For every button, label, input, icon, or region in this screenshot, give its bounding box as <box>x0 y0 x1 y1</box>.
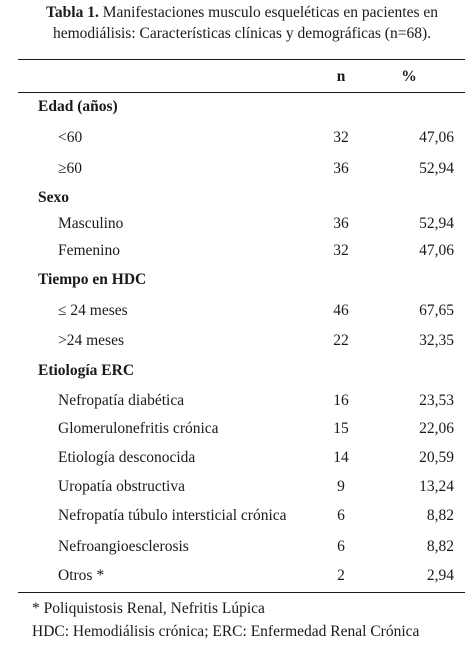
row-percent: 8,82 <box>426 507 454 524</box>
row-n: 15 <box>333 420 349 437</box>
row-n: 22 <box>333 332 349 349</box>
row-n: 32 <box>333 129 349 146</box>
column-header-n: n <box>336 68 346 85</box>
row-percent: 47,06 <box>419 129 454 146</box>
row-label: Etiología desconocida <box>58 449 196 466</box>
row-n: 36 <box>333 160 349 177</box>
row-n: 6 <box>337 538 345 555</box>
row-label: ≥60 <box>58 160 83 177</box>
row-n: 2 <box>337 567 345 584</box>
row-label: >24 meses <box>58 332 124 349</box>
row-percent: 52,94 <box>419 160 454 177</box>
section-title-tiempo-hdc: Tiempo en HDC <box>38 271 147 288</box>
row-n: 46 <box>333 302 349 319</box>
row-label: Nefropatía túbulo intersticial crónica <box>58 507 287 524</box>
section-title-edad: Edad (años) <box>38 98 118 115</box>
row-percent: 52,94 <box>419 215 454 232</box>
row-n: 14 <box>333 449 349 466</box>
row-n: 16 <box>333 392 349 409</box>
row-percent: 23,53 <box>419 392 454 409</box>
section-title-sexo: Sexo <box>38 189 69 206</box>
row-percent: 8,82 <box>426 538 454 555</box>
table-title: Manifestaciones musculo esqueléticas en pacientes en hemodiálisis: Características clínicas y demográficas (n=68). <box>52 4 438 42</box>
table-label: Tabla 1. <box>46 4 99 21</box>
row-label: Otros * <box>58 567 105 584</box>
row-n: 6 <box>337 507 345 524</box>
footnote-asterisk: * Poliquistosis Renal, Nefritis Lúpica <box>32 600 265 617</box>
bottom-rule <box>18 592 465 593</box>
row-n: 36 <box>333 215 349 232</box>
top-rule <box>18 59 465 60</box>
row-percent: 20,59 <box>419 449 454 466</box>
row-percent: 22,06 <box>419 420 454 437</box>
table-caption <box>18 2 466 44</box>
row-label: Masculino <box>58 215 124 232</box>
row-percent: 2,94 <box>426 567 454 584</box>
row-label: ≤ 24 meses <box>58 302 128 319</box>
row-label: <60 <box>58 129 83 146</box>
row-label: Nefroangioesclerosis <box>58 538 189 555</box>
row-percent: 13,24 <box>419 478 454 495</box>
row-n: 32 <box>333 242 349 259</box>
row-n: 9 <box>337 478 345 495</box>
section-title-etiologia-erc: Etiología ERC <box>38 362 135 379</box>
row-label: Nefropatía diabética <box>58 392 185 409</box>
column-header-percent: % <box>401 68 417 85</box>
row-percent: 67,65 <box>419 302 454 319</box>
row-percent: 47,06 <box>419 242 454 259</box>
row-label: Femenino <box>58 242 120 259</box>
row-label: Glomerulonefritis crónica <box>58 420 219 437</box>
header-rule <box>18 92 465 93</box>
footnote-abbreviations: HDC: Hemodiálisis crónica; ERC: Enfermedad Renal Crónica <box>32 623 420 640</box>
row-percent: 32,35 <box>419 332 454 349</box>
row-label: Uropatía obstructiva <box>58 478 185 495</box>
